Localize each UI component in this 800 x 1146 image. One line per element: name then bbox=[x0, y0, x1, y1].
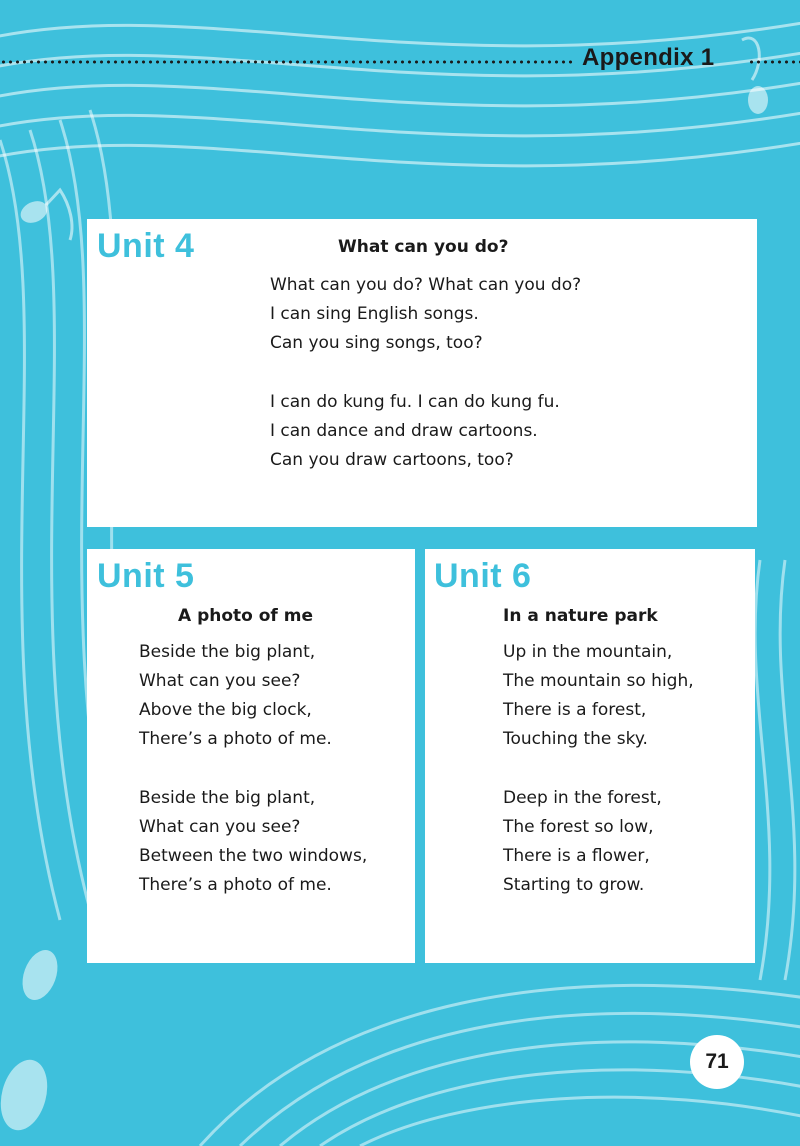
stanza-1 bbox=[503, 638, 694, 754]
unit-title: Unit 5 bbox=[97, 557, 195, 595]
appendix-label: Appendix 1 bbox=[582, 44, 715, 71]
lyric-line: There’s a photo of me. bbox=[139, 729, 332, 749]
song-title: A photo of me bbox=[178, 606, 313, 626]
stanza-2 bbox=[139, 784, 367, 900]
lyric-line: There’s a photo of me. bbox=[139, 875, 332, 895]
lyric-line: There is a forest, bbox=[503, 700, 647, 720]
lyric-line: What can you see? bbox=[139, 817, 301, 837]
lyric-line: Between the two windows, bbox=[139, 846, 368, 866]
lyric-line: Beside the big plant, bbox=[139, 788, 316, 808]
lyric-line: There is a flower, bbox=[503, 846, 650, 866]
lyric-line: I can do kung fu. I can do kung fu. bbox=[270, 392, 560, 412]
lyric-line: Up in the mountain, bbox=[503, 642, 673, 662]
lyric-line: Deep in the forest, bbox=[503, 788, 662, 808]
page-number: 71 bbox=[690, 1035, 744, 1089]
lyric-line: Can you sing songs, too? bbox=[270, 333, 483, 353]
lyric-line: The forest so low, bbox=[503, 817, 654, 837]
lyric-line: Above the big clock, bbox=[139, 700, 312, 720]
lyric-line: I can sing English songs. bbox=[270, 304, 479, 324]
unit-4-card bbox=[87, 219, 757, 527]
lyric-line: Starting to grow. bbox=[503, 875, 645, 895]
stanza-2 bbox=[270, 388, 560, 475]
song-title: What can you do? bbox=[338, 237, 509, 257]
unit-6-card bbox=[425, 549, 755, 963]
stanza-2 bbox=[503, 784, 662, 900]
page-header bbox=[0, 44, 800, 78]
stanza-1 bbox=[139, 638, 332, 754]
lyric-line: What can you do? What can you do? bbox=[270, 275, 582, 295]
lyric-line: What can you see? bbox=[139, 671, 301, 691]
unit-5-card bbox=[87, 549, 415, 963]
lyric-line: Touching the sky. bbox=[503, 729, 648, 749]
lyric-line: The mountain so high, bbox=[503, 671, 694, 691]
unit-title: Unit 6 bbox=[434, 557, 532, 595]
unit-title: Unit 4 bbox=[97, 227, 195, 265]
lyric-line: Can you draw cartoons, too? bbox=[270, 450, 514, 470]
lyric-line: I can dance and draw cartoons. bbox=[270, 421, 538, 441]
lyric-line: Beside the big plant, bbox=[139, 642, 316, 662]
dotted-rule-left bbox=[0, 60, 572, 64]
dotted-rule-right bbox=[748, 60, 800, 64]
song-title: In a nature park bbox=[503, 606, 658, 626]
stanza-1 bbox=[270, 271, 581, 358]
